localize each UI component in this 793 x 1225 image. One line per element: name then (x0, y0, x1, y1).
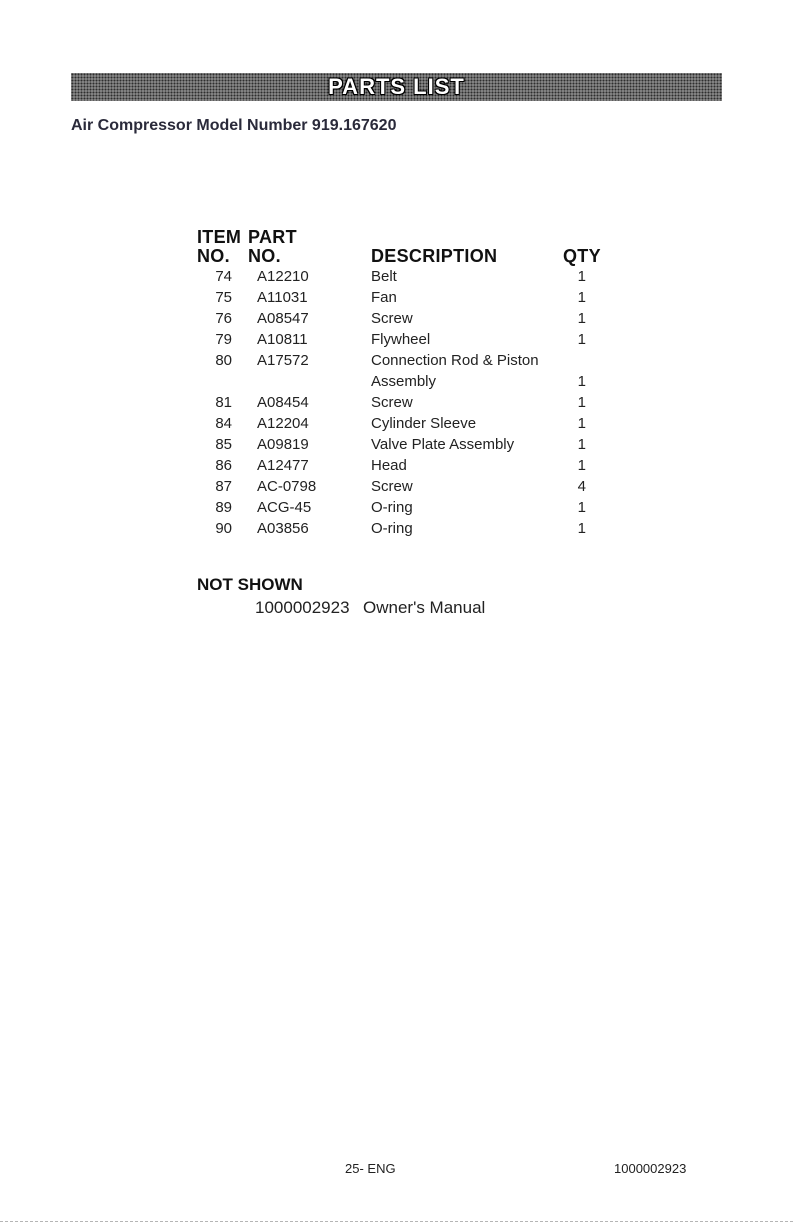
table-row (0, 436, 793, 456)
header-qty: QTY (563, 246, 601, 266)
description: O-ring (371, 499, 413, 516)
header-item-no: NO. (197, 246, 230, 266)
description: Head (371, 457, 407, 474)
not-shown-part-no: 1000002923 (255, 598, 350, 617)
qty: 1 (577, 499, 586, 516)
part-no: A08454 (257, 394, 309, 411)
table-row (0, 478, 793, 498)
part-no: A12204 (257, 415, 309, 432)
qty: 1 (577, 394, 586, 411)
not-shown-heading: NOT SHOWN (197, 575, 303, 594)
table-row (0, 520, 793, 540)
header-part-no: NO. (248, 246, 281, 266)
qty: 1 (577, 436, 586, 453)
description: Connection Rod & Piston (371, 352, 539, 369)
item-no: 87 (215, 478, 232, 495)
item-no: 74 (215, 268, 232, 285)
banner-title: PARTS LIST (328, 74, 465, 99)
item-no: 86 (215, 457, 232, 474)
qty: 1 (577, 289, 586, 306)
table-row (0, 310, 793, 330)
description: O-ring (371, 520, 413, 537)
part-no: AC-0798 (257, 478, 317, 495)
table-row (0, 394, 793, 414)
qty: 1 (577, 373, 586, 390)
qty: 1 (577, 268, 586, 285)
item-no: 90 (215, 520, 232, 537)
part-no: A12210 (257, 268, 309, 285)
part-no: A10811 (257, 331, 308, 348)
qty: 1 (577, 310, 586, 327)
table-row (0, 457, 793, 477)
header-part: PART (248, 227, 297, 247)
description: Cylinder Sleeve (371, 415, 477, 432)
description: Belt (371, 268, 397, 285)
qty: 1 (577, 457, 586, 474)
description: Screw (371, 478, 413, 495)
item-no: 85 (215, 436, 232, 453)
part-no: A03856 (257, 520, 309, 537)
part-no: A08547 (257, 310, 309, 327)
part-no: A12477 (257, 457, 309, 474)
table-row (0, 415, 793, 435)
header-item: ITEM (197, 227, 242, 247)
description: Assembly (371, 373, 437, 390)
description: Screw (371, 394, 413, 411)
document-number: 1000002923 (614, 1161, 687, 1176)
table-row (0, 499, 793, 519)
item-no: 81 (215, 394, 232, 411)
model-number-heading: Air Compressor Model Number 919.167620 (71, 117, 397, 134)
table-row (0, 268, 793, 288)
table-row (0, 352, 793, 372)
page-number: 25- ENG (345, 1161, 396, 1176)
part-no: A11031 (257, 289, 308, 306)
header-description: DESCRIPTION (371, 246, 498, 266)
item-no: 84 (215, 415, 232, 432)
description: Screw (371, 310, 413, 327)
qty: 4 (577, 478, 586, 495)
qty: 1 (577, 331, 586, 348)
description: Flywheel (371, 331, 431, 348)
qty: 1 (577, 415, 586, 432)
item-no: 75 (215, 289, 232, 306)
qty: 1 (577, 520, 586, 537)
item-no: 80 (215, 352, 232, 369)
not-shown-description: Owner's Manual (363, 598, 486, 617)
part-no: ACG-45 (257, 499, 312, 516)
table-row (0, 373, 793, 393)
parts-list-banner (71, 73, 722, 101)
table-row (0, 289, 793, 309)
bottom-scan-rule (0, 1221, 793, 1222)
item-no: 89 (215, 499, 232, 516)
part-no: A17572 (257, 352, 309, 369)
part-no: A09819 (257, 436, 309, 453)
table-row (0, 331, 793, 351)
description: Valve Plate Assembly (371, 436, 515, 453)
item-no: 79 (215, 331, 232, 348)
description: Fan (371, 289, 397, 306)
item-no: 76 (215, 310, 232, 327)
